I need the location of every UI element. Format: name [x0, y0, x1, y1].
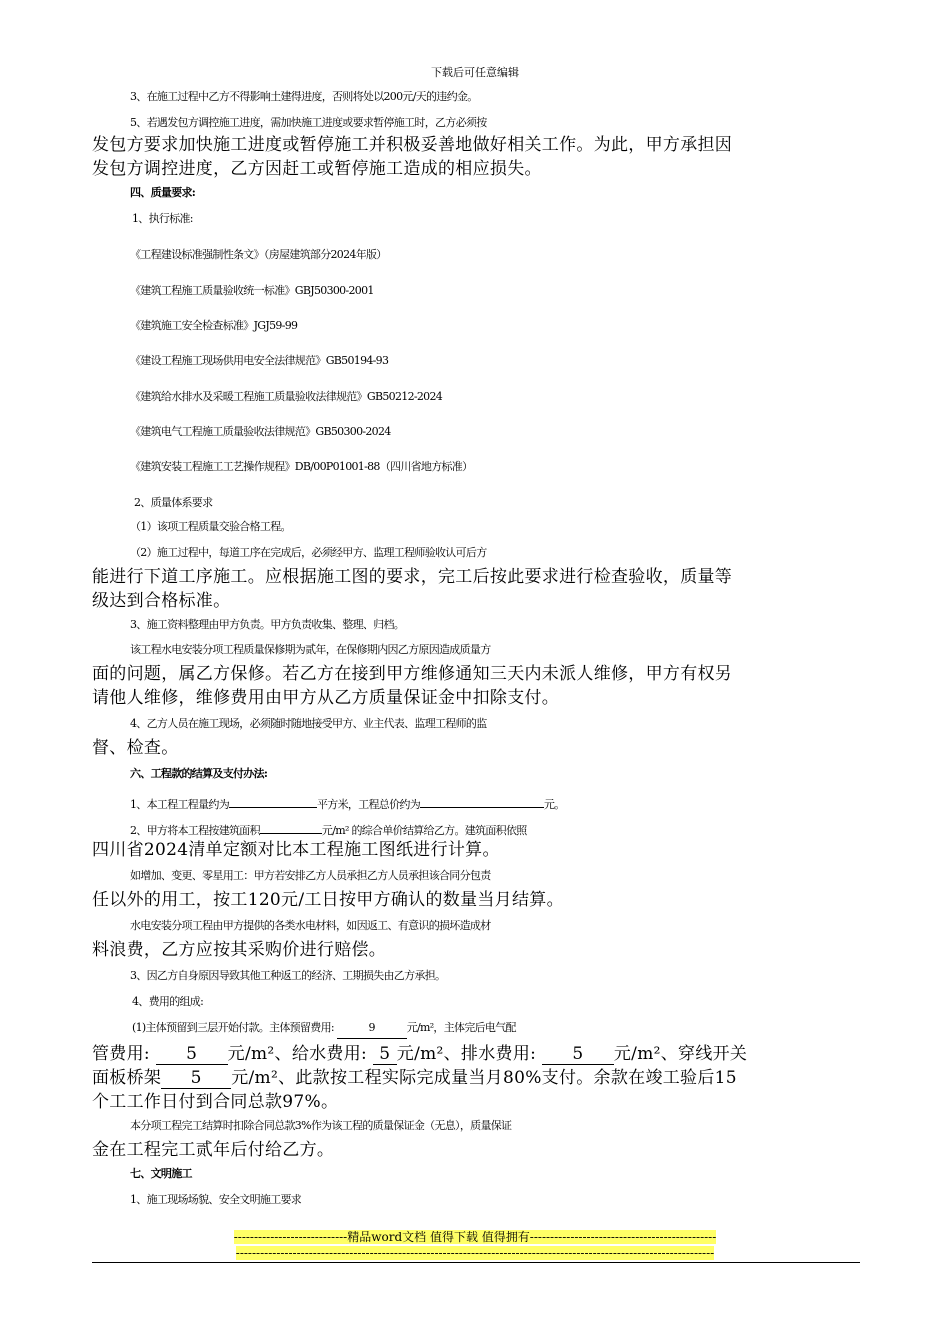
- paragraph-line: 3、施工资料整理由甲方负责。甲方负责收集、整理、归档。: [130, 618, 405, 631]
- fee-value: 5: [161, 1068, 231, 1089]
- footer-dashes: [0, 1246, 950, 1260]
- fee-text: 管费用:: [92, 1044, 150, 1064]
- paragraph-line: 该工程水电安装分项工程质量保修期为贰年，在保修期内因乙方原因造成质量方: [130, 643, 491, 656]
- fee-text: 元/m²、此款按工程实际完成量当月80%支付。余款在竣工验后15: [231, 1068, 737, 1088]
- footer-banner-text: ----------------------------精品word文档 值得下载 值得拥有----------------------------------------------: [233, 1230, 717, 1244]
- paragraph-line: 3、因乙方自身原因导致其他工种返工的经济、工期损失由乙方承担。: [130, 969, 446, 982]
- fee-value: 5: [542, 1044, 614, 1065]
- fee-text: 元/m²、穿线开关: [613, 1044, 748, 1064]
- paragraph-line: 面的问题，属乙方保修。若乙方在接到甲方维修通知三天内未派人维修，甲方有权另: [92, 664, 733, 684]
- standard-item: 《建设工程施工现场供用电安全法律规范》GB50194-93: [130, 354, 389, 367]
- standard-item: 《建筑给水排水及采暖工程施工质量验收法律规范》GB50212-2024: [130, 390, 443, 403]
- paragraph-line: 能进行下道工序施工。应根据施工图的要求，完工后按此要求进行检查验收，质量等: [92, 567, 733, 587]
- paragraph-line: 4、费用的组成:: [132, 995, 204, 1008]
- paragraph-line: 1、施工现场场貌、安全文明施工要求: [130, 1193, 302, 1206]
- paragraph-line: 个工工作日付到合同总款97%。: [92, 1092, 339, 1112]
- fee-value: 9: [337, 1018, 407, 1039]
- page-header: 下载后可任意编辑: [431, 66, 519, 79]
- paragraph-line: 2、质量体系要求: [134, 496, 213, 509]
- fee-text: 元/m²，主体完后电气配: [406, 1021, 516, 1034]
- paragraph-line: 任以外的用工，按工120元/工日按甲方确认的数量当月结算。: [92, 890, 564, 910]
- payment-text: 1、本工程工程量约为: [130, 798, 229, 811]
- paragraph-line: 1、执行标准:: [132, 212, 193, 225]
- fee-text: 元/m²、给水费用:: [227, 1044, 368, 1064]
- fee-line-2: [92, 1041, 862, 1067]
- payment-text: 平方米，工程总价约为: [317, 798, 420, 811]
- fee-text: 元/m²、排水费用:: [396, 1044, 537, 1064]
- paragraph-line: （2）施工过程中，每道工序在完成后，必须经甲方、监理工程师验收认可后方: [130, 546, 487, 559]
- standard-item: 《建筑电气工程施工质量验收法律规范》GB50300-2024: [130, 425, 391, 438]
- payment-text: 2、甲方将本工程按建筑面积: [130, 824, 260, 837]
- paragraph-line: 级达到合格标准。: [92, 591, 231, 611]
- paragraph-line: （1）该项工程质量交验合格工程。: [130, 520, 291, 533]
- total-price-blank: [420, 787, 544, 808]
- paragraph-line: 发包方要求加快施工进度或暂停施工并积极妥善地做好相关工作。为此，甲方承担因: [92, 135, 733, 155]
- section-heading: 四、质量要求:: [130, 186, 196, 199]
- standard-item: 《工程建设标准强制性条文》（房屋建筑部分2024年版）: [130, 248, 387, 261]
- paragraph-line: 督、检查。: [92, 738, 179, 758]
- paragraph-line: 发包方调控进度，乙方因赶工或暂停施工造成的相应损失。: [92, 159, 542, 179]
- paragraph-line: 3、在施工过程中乙方不得影响土建得进度，否则将处以200元/天的违约金。: [130, 90, 478, 103]
- footer-rule: [92, 1262, 860, 1263]
- payment-text: 元。: [544, 798, 565, 811]
- fee-value: 5: [373, 1044, 397, 1065]
- standard-item: 《建筑施工安全检查标准》JGJ59-99: [130, 319, 298, 332]
- section-heading: 七、文明施工: [130, 1167, 192, 1180]
- fee-line-3: [92, 1065, 862, 1091]
- paragraph-line: 4、乙方人员在施工现场，必须随时随地接受甲方、业主代表、监理工程师的监: [130, 717, 487, 730]
- standard-item: 《建筑安装工程施工工艺操作规程》DB/00P01001-88（四川省地方标准）: [130, 460, 473, 473]
- fee-line-1: [132, 1015, 902, 1041]
- paragraph-line: 5、若遇发包方调控施工进度，需加快施工进度或要求暂停施工时，乙方必须按: [130, 116, 487, 129]
- paragraph-line: 水电安装分项工程由甲方提供的各类水电材料，如因返工、有意识的损坏造成材: [130, 919, 491, 932]
- standard-item: 《建筑工程施工质量验收统一标准》GBJ50300-2001: [130, 284, 374, 297]
- payment-text: 元/m² 的综合单价结算给乙方。建筑面积依照: [321, 824, 527, 837]
- unit-price-blank: [260, 813, 322, 834]
- paragraph-line: 料浪费，乙方应按其采购价进行赔偿。: [92, 940, 387, 960]
- paragraph-line: 金在工程完工贰年后付给乙方。: [92, 1140, 335, 1160]
- fee-text: 面板桥架: [92, 1068, 162, 1088]
- fee-value: 5: [156, 1044, 228, 1065]
- section-heading: 六、工程款的结算及支付办法:: [130, 767, 268, 780]
- paragraph-line: 如增加、变更、零星用工：甲方若安排乙方人员承担乙方人员承担该合同分包责: [130, 869, 491, 882]
- fee-text: (1)主体预留到三层开始付款。主体预留费用:: [132, 1021, 334, 1034]
- footer-dashes-text: ----------------------------------------------------------------------------------------------------------------------: [235, 1246, 715, 1260]
- paragraph-line: 四川省2024清单定额对比本工程施工图纸进行计算。: [92, 840, 500, 860]
- footer-banner: [0, 1230, 950, 1244]
- paragraph-line: 本分项工程完工结算时扣除合同总款3%作为该工程的质量保证金（无息），质量保证: [130, 1119, 512, 1132]
- paragraph-line: 请他人维修，维修费用由甲方从乙方质量保证金中扣除支付。: [92, 688, 560, 708]
- area-blank: [229, 787, 317, 808]
